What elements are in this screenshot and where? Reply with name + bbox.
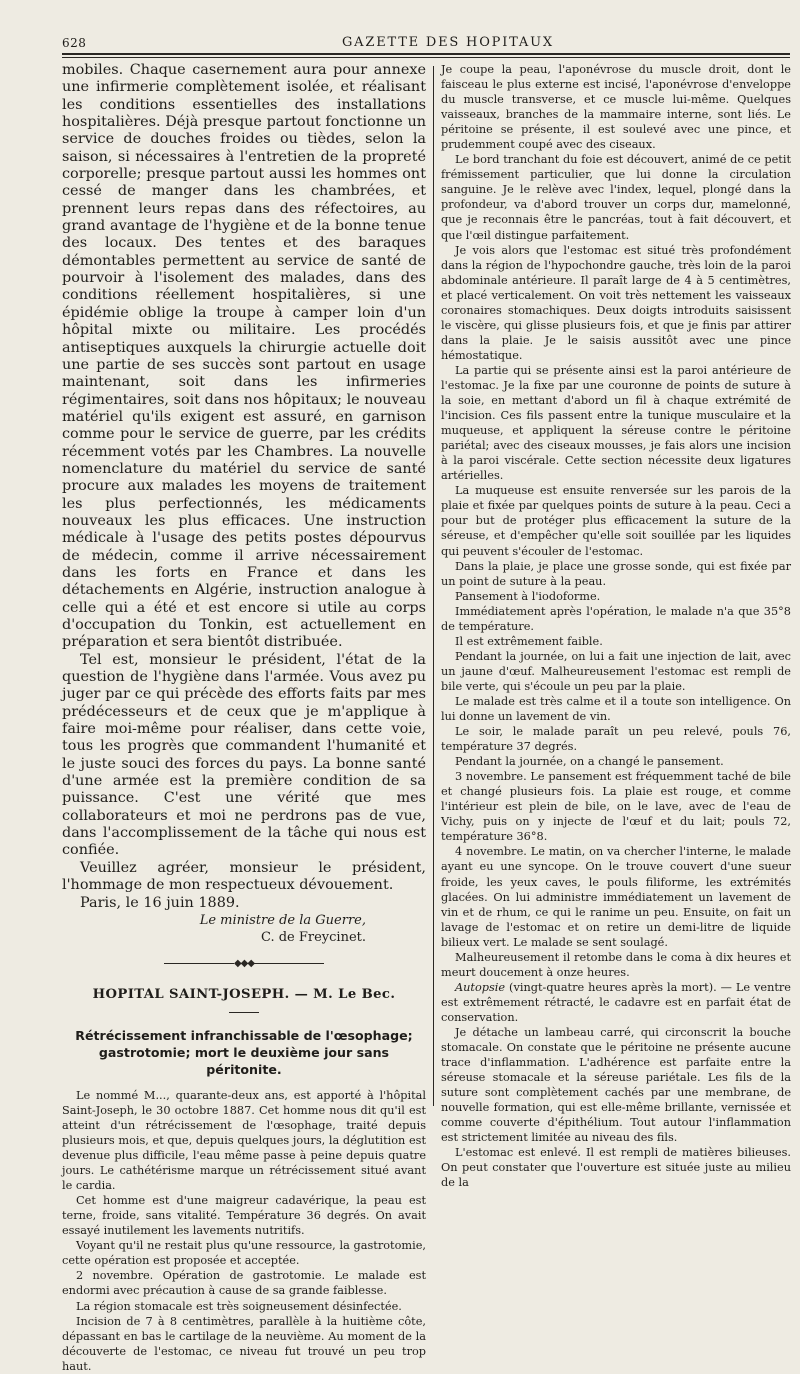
autopsy-paragraph	[441, 980, 791, 1025]
page-header	[62, 30, 792, 54]
letter-paragraph: Veuillez agréer, monsieur le président, l'hommage de mon respectueux dévouement.	[62, 859, 426, 894]
case-paragraph: Pendant la journée, on lui a fait une injection de lait, avec un jaune d'œuf. Malheureusement l'estomac est rempli de bile verte, qui s'écoule un peu par la plaie.	[441, 649, 791, 693]
case-paragraph: Voyant qu'il ne restait plus qu'une ressource, la gastrotomie, cette opération est proposée et acceptée.	[62, 1239, 426, 1268]
column-divider	[433, 66, 434, 1106]
signature-title: Le ministre de la Guerre,	[199, 912, 366, 928]
case-paragraph: 3 novembre. Le pansement est fréquemment taché de bile et changé plusieurs fois. La plaie est rouge, et comme l'intérieur est plein de bile, on le lave, avec de l'eau de Vichy, puis on y injecte de l'œuf et du lait; pouls 72, température 36°8.	[441, 770, 791, 844]
letter-dateline: Paris, le 16 juin 1889.	[80, 894, 240, 911]
case-paragraph: Il est extrêmement faible.	[455, 634, 603, 648]
left-column	[62, 62, 426, 1374]
case-paragraph: Le nommé M..., quarante-deux ans, est apporté à l'hôpital Saint-Joseph, le 30 octobre 1887. Cet homme nous dit qu'il est atteint d'un rétrécissement de l'œsophage, traité depuis plusieurs mois, et que, depuis quelques jours, la déglutition est devenue plus difficile, l'eau même passe à peine depuis quatre jours. Le cathétérisme marque un rétrécissement situé avant le cardia.	[62, 1088, 426, 1193]
case-paragraph: 2 novembre. Opération de gastrotomie. Le malade est endormi avec précaution à cause de sa grande faiblesse.	[62, 1269, 426, 1298]
letter-paragraph: mobiles. Chaque casernement aura pour annexe une infirmerie complètement isolée, et réalisant les conditions essentielles des installations hospitalières. Déjà presque partout fonctionne un service de douches froides ou tièdes, selon la saison, si nécessaires à l'entretien de la propreté corporelle; presque partout aussi les hommes ont cessé de manger dans les chambrées, et prennent leurs repas dans des réfectoires, au grand avantage de l'hygiène et de la bonne tenue des locaux. Des tentes et des baraques démontables permettent au service de santé de pourvoir à l'isolement des malades, dans des conditions réellement hospitalières, si une épidémie oblige la troupe à camper loin d'un hôpital mixte ou militaire. Les procédés antiseptiques auxquels la chirurgie actuelle doit une partie de ses succès sont partout en usage maintenant, soit dans les infirmeries régimentaires, soit dans nos hôpitaux; le nouveau matériel qu'ils exigent est assuré, en garnison comme pour le service de guerre, par les crédits récemment votés par les Chambres. La nouvelle nomenclature du matériel du service de santé procure aux malades les moyens de traitement les plus perfectionnés, les médicaments nouveaux les plus efficaces. Une instruction médicale à l'usage des petits postes dépourvus de médecin, comme il arrive nécessairement dans les forts en France et dans les détachements en Algérie, instruction analogue à celle qui a été et est encore si utile au corps d'occupation du Tonkin, est actuellement en préparation et sera bientôt distribuée.	[62, 62, 426, 651]
case-paragraph: Je vois alors que l'estomac est situé très profondément dans la région de l'hypochondre gauche, très loin de la paroi abdominale antérieure. Il paraît large de 4 à 5 centimètres, et placé verticalement. On voit très nettement les vaisseaux coronaires stomachiques. Deux doigts introduits saisissent le viscère, qui glisse plusieurs fois, et que je finis par attirer dans la plaie. Je le saisis aussitôt avec une pince hémostatique.	[441, 243, 791, 362]
case-paragraph: Le malade est très calme et il a toute son intelligence. On lui donne un lavement de vin.	[441, 694, 791, 724]
case-paragraph: Cet homme est d'une maigreur cadavérique, la peau est terne, froide, sans vitalité. Température 36 degrés. On avait essayé inutilement les lavements nutritifs.	[62, 1194, 426, 1238]
short-rule	[229, 1012, 259, 1013]
case-paragraph: Incision de 7 à 8 centimètres, parallèle à la huitième côte, dépassant en bas le cartilage de la neuvième. Au moment de la découverte de l'estomac, ce niveau fut trouvé un peu trop haut.	[62, 1314, 426, 1373]
case-paragraph: Malheureusement il retombe dans le coma à dix heures et meurt doucement à onze heures.	[441, 950, 791, 979]
right-column	[441, 62, 791, 1191]
header-rule-thin	[62, 57, 790, 58]
case-paragraph: Je détache un lambeau carré, qui circonscrit la bouche stomacale. On constate que le péritoine ne présente aucune trace d'inflammation. L'adhérence est parfaite entre la séreuse stomacale et la séreuse pariétale. Les fils de la suture sont complètement cachés par une membrane, de nouvelle formation, qui est elle-même brillante, vernissée et comme couverte d'épithélium. Tout autour l'inflammation est strictement limitée au niveau des fils.	[441, 1026, 791, 1145]
case-paragraph: La muqueuse est ensuite renversée sur les parois de la plaie et fixée par quelques points de suture à la peau. Ceci a pour but de protéger plus efficacement la suture de la séreuse, et d'empêcher qu'elle soit souillée par les liquides qui peuvent s'écouler de l'estomac.	[441, 484, 791, 558]
letter-paragraph: Tel est, monsieur le président, l'état de la question de l'hygiène dans l'armée. Vous avez pu juger par ce qui précède des efforts faits par mes prédécesseurs et de ceux que je m'applique à faire moi-même pour réaliser, dans cette voie, tous les progrès que commandent l'humanité et le juste souci des forces du pays. La bonne santé d'une armée est la première condition de sa puissance. C'est une vérité que mes collaborateurs et moi ne perdrons pas de vue, dans l'accomplissement de la tâche qui nous est confiée.	[62, 651, 426, 859]
case-paragraph: Immédiatement après l'opération, le malade n'a que 35°8 de température.	[441, 604, 791, 633]
case-paragraph: La partie qui se présente ainsi est la paroi antérieure de l'estomac. Je la fixe par une couronne de points de suture à la soie, en mettant d'abord un fil à chaque extrémité de l'incision. Ces fils passent entre la tunique musculaire et la muqueuse, et appliquent la séreuse contre le péritoine pariétal; avec des ciseaux mousses, je fais alors une incision à la paroi viscérale. Cette section nécessite deux ligatures artérielles.	[441, 363, 791, 483]
case-paragraph: 4 novembre. Le matin, on va chercher l'interne, le malade ayant eu une syncope. On le trouve couvert d'une sueur froide, les yeux caves, le pouls filiforme, les extrémités glacées. On lui administre immédiatement un lavement de vin et de rhum, ce qui le ranime un peu. Ensuite, on fait un lavage de l'estomac et on retire un demi-litre de liquide bilieux vert. Le malade se sent soulagé.	[441, 845, 791, 949]
case-paragraph: L'estomac est enlevé. Il est rempli de matières bilieuses. On peut constater que l'ouverture est située juste au milieu de la	[441, 1146, 791, 1190]
case-paragraph: La région stomacale est très soigneusement désinfectée.	[76, 1299, 402, 1313]
autopsy-text: (vingt-quatre heures après la mort). — Le ventre est extrêmement rétracté, le cadavre est en parfait état de conservation.	[441, 980, 791, 1024]
hospital-section-title: HOPITAL SAINT-JOSEPH. — M. Le Bec.	[92, 986, 396, 1002]
case-paragraph: Le soir, le malade paraît un peu relevé, pouls 76, température 37 degrés.	[441, 725, 791, 754]
case-paragraph: Le bord tranchant du foie est découvert, animé de ce petit frémissement particulier, que lui donne la circulation sanguine. Je le relève avec l'index, lequel, plongé dans la profondeur, va d'abord trouver un corps dur, mamelonné, que je reconnais être le pancréas, tout à fait découvert, et que l'œil distingue parfaitement.	[441, 153, 791, 242]
page-number: 628	[62, 36, 87, 50]
case-paragraph: Je coupe la peau, l'aponévrose du muscle droit, dont le faisceau le plus externe est incisé, l'aponévrose d'enveloppe du muscle transverse, et ce muscle lui-même. Quelques vaisseaux, branches de la mammaire interne, sont liés. Le péritoine se présente, il est soulevé avec une pince, et prudemment coupé avec des ciseaux.	[441, 63, 791, 152]
case-paragraph: Dans la plaie, je place une grosse sonde, qui est fixée par un point de suture à la peau.	[441, 559, 791, 588]
autopsy-label: Autopsie	[455, 980, 506, 994]
running-title: GAZETTE DES HOPITAUX	[342, 35, 554, 50]
signature-name: C. de Freycinet.	[260, 929, 366, 945]
case-paragraph: Pansement à l'iodoforme.	[455, 589, 601, 603]
case-paragraph: Pendant la journée, on a changé le pansement.	[455, 755, 724, 769]
header-rule-thick	[62, 53, 790, 55]
case-title: Rétrécissement infranchissable de l'œsophage; gastrotomie; mort le deuxième jour sans péritonite.	[75, 1027, 413, 1077]
section-ornament: ◆◆◆	[62, 958, 426, 969]
